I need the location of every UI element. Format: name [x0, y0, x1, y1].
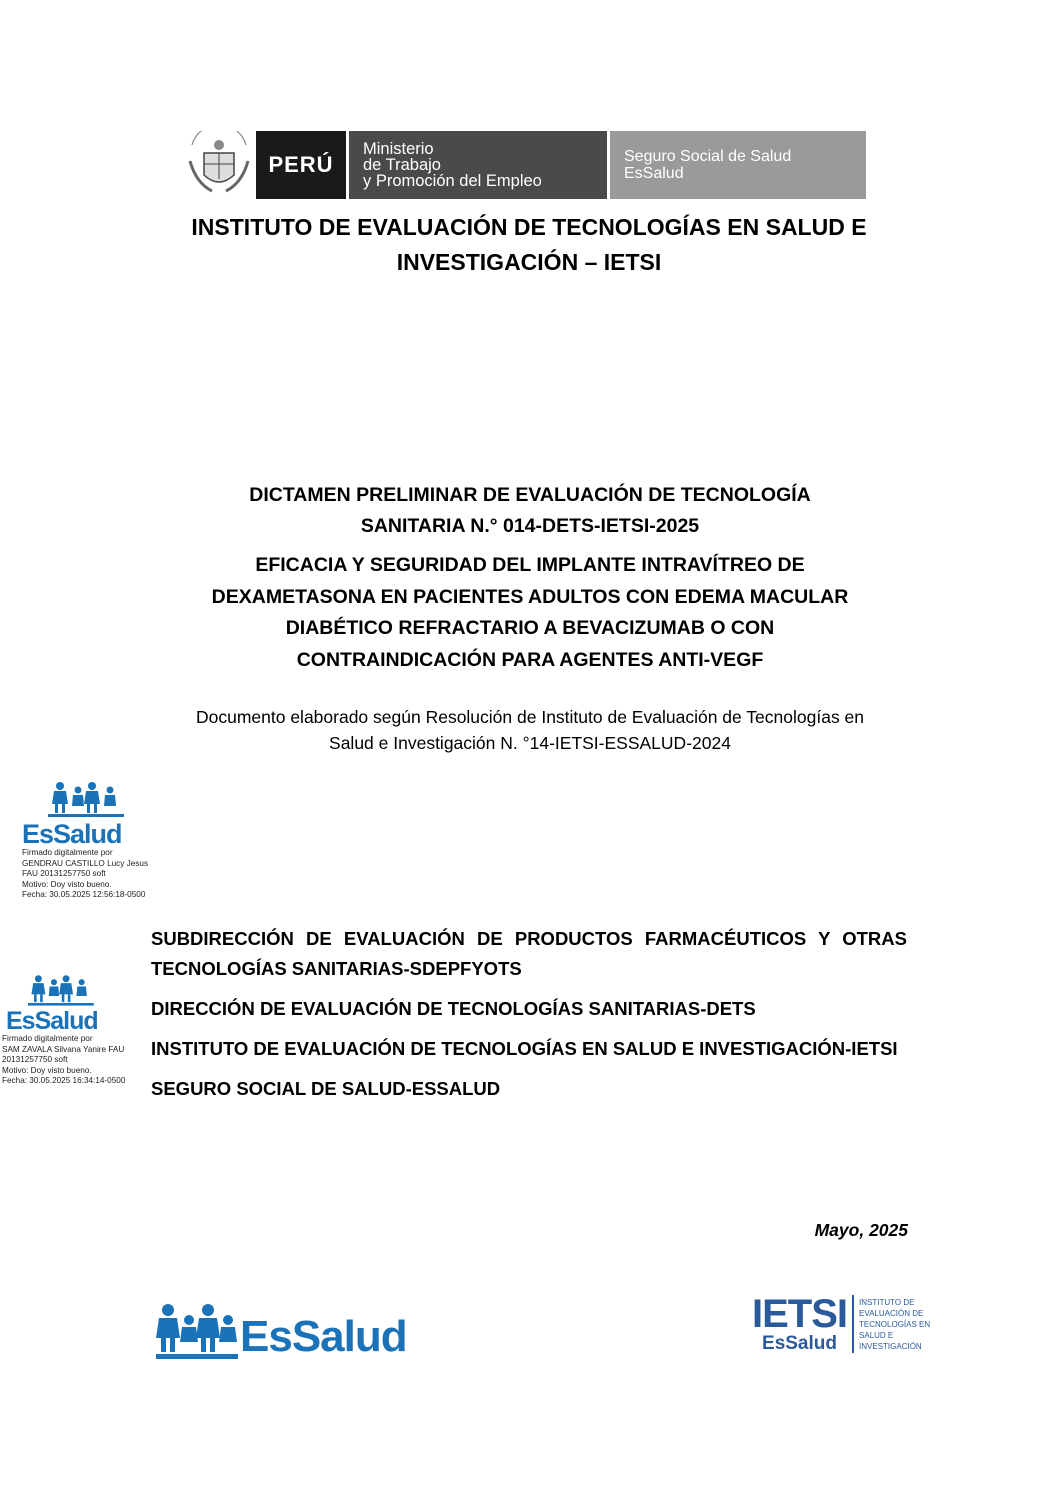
ietsi-logo-text: IETSI [752, 1292, 848, 1336]
ietsi-sub-text: EsSalud [762, 1333, 837, 1354]
organization-item: SEGURO SOCIAL DE SALUD-ESSALUD [151, 1078, 501, 1099]
family-icon [156, 1302, 238, 1360]
essalud-footer-logo [156, 1302, 407, 1360]
dictamen-title: DICTAMEN PRELIMINAR DE EVALUACIÓN DE TECNOLOGÍA SANITARIA N.° 014-DETS-IETSI-2025 [249, 484, 811, 537]
family-icon [48, 780, 152, 818]
signature-1-text: Firmado digitalmente por GENDRAU CASTILLO Lucy Jesus FAU 20131257750 soft Motivo: Doy visto bueno. Fecha: 30.05.2025 12:56:18-0500 [22, 848, 149, 899]
institute-title: INSTITUTO DE EVALUACIÓN DE TECNOLOGÍAS EN SALUD E INVESTIGACIÓN – IETSI [191, 214, 867, 275]
social-security-label: Seguro Social de Salud EsSalud [610, 131, 866, 199]
digital-signature-1 [22, 780, 162, 901]
divider [852, 1295, 854, 1353]
essalud-logo-text: EsSalud [6, 1007, 98, 1035]
government-banner [182, 131, 866, 199]
organization-item: SUBDIRECCIÓN DE EVALUACIÓN DE PRODUCTOS FARMACÉUTICOS Y OTRAS TECNOLOGÍAS SANITARIAS-SDEPFYOTS [151, 928, 907, 979]
ministry-label: Ministerio de Trabajo y Promoción del Empleo [349, 131, 607, 199]
signature-2-text: Firmado digitalmente por SAM ZAVALA Silvana Yanire FAU 20131257750 soft Motivo: Doy visto bueno. Fecha: 30.05.2025 16:34:14-0500 [2, 1034, 126, 1085]
dictamen-subject: EFICACIA Y SEGURIDAD DEL IMPLANTE INTRAVÍTREO DE DEXAMETASONA EN PACIENTES ADULTOS CON EDEMA MACULAR DIABÉTICO REFRACTARIO A BEVACIZUMAB O CON CONTRAINDICACIÓN PARA AGENTES ANTI-VEGF [211, 554, 849, 671]
ietsi-logo [752, 1294, 930, 1354]
family-icon [28, 972, 118, 1008]
digital-signature-2 [2, 972, 142, 1087]
organizations-list [151, 924, 907, 1114]
ietsi-side-text: INSTITUTO DE EVALUACIÓN DE TECNOLOGÍAS EN SALUD E INVESTIGACIÓN [859, 1297, 931, 1351]
essalud-logo-text: EsSalud [22, 819, 122, 849]
organization-item: DIRECCIÓN DE EVALUACIÓN DE TECNOLOGÍAS SANITARIAS-DETS [151, 998, 756, 1019]
document-note: Documento elaborado según Resolución de Instituto de Evaluación de Tecnologías en Salud e Investigación N. °14-IETSI-ESSALUD-2024 [195, 707, 865, 753]
peru-label: PERÚ [256, 131, 346, 199]
coat-of-arms-icon [182, 131, 256, 199]
essalud-logo-text: EsSalud [240, 1312, 407, 1361]
organization-item: INSTITUTO DE EVALUACIÓN DE TECNOLOGÍAS EN SALUD E INVESTIGACIÓN-IETSI [151, 1038, 898, 1059]
document-date: Mayo, 2025 [814, 1220, 908, 1240]
